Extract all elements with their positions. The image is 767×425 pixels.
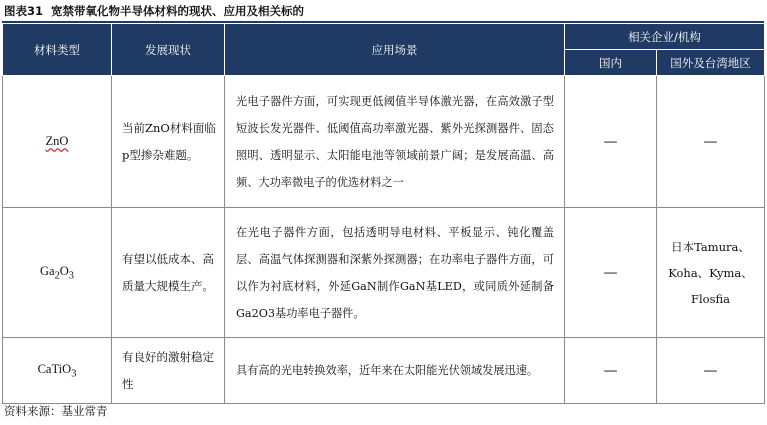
application-cell: 具有高的光电转换效率，近年来在太阳能光伏领域发展迅速。: [225, 338, 565, 404]
header-material-type: 材料类型: [3, 24, 112, 76]
application-cell: 光电子器件方面，可实现更低阈值半导体激光器，在高效激子型短波长发光器件、低阈值高功率激光器、紫外光探测器件、固态照明、透明显示、太阳能电池等领域前景广阔；是发展高温、高频、大功率微电子的优选材料之一: [225, 76, 565, 208]
material-cell: ZnO: [3, 76, 112, 208]
table-row: [3, 338, 765, 404]
caption-title: 宽禁带氧化物半导体材料的现状、应用及相关标的: [51, 4, 305, 18]
material-cell: $Ga_2O_3$: [3, 208, 112, 338]
domestic-cell: —: [565, 208, 657, 338]
domestic-cell: —: [565, 338, 657, 404]
figure-caption: [4, 3, 304, 19]
table-row: [3, 76, 765, 208]
header-domestic: 国内: [565, 50, 657, 76]
source-note: 资料来源：基业常青: [4, 404, 108, 418]
caption-number: 图表31: [4, 4, 44, 18]
table-row: [3, 208, 765, 338]
application-cell: 在光电子器件方面，包括透明导电材料、平板显示、钝化覆盖层、高温气体探测器和深紫外探测器；在功率电子器件方面，可以作为衬底材料，外延GaN制作GaN基LED，或同质外延制备Ga2O3基功率电子器件。: [225, 208, 565, 338]
status-cell: 当前ZnO材料面临p型掺杂难题。: [112, 76, 225, 208]
foreign-cell: [657, 208, 765, 338]
material-cell: CaTiO$_3$: [3, 338, 112, 404]
materials-table: [2, 23, 765, 404]
foreign-cell: —: [657, 76, 765, 208]
foreign-line: Flosfia: [690, 291, 730, 306]
header-status: 发展现状: [112, 24, 225, 76]
header-related: 相关企业/机构: [565, 24, 765, 50]
status-cell: 有望以低成本、高质量大规模生产。: [112, 208, 225, 338]
status-cell: 有良好的激射稳定性: [112, 338, 225, 404]
foreign-line: Koha、Kyma、: [668, 265, 753, 280]
foreign-cell: —: [657, 338, 765, 404]
header-foreign: 国外及台湾地区: [657, 50, 765, 76]
domestic-cell: —: [565, 76, 657, 208]
header-application: 应用场景: [225, 24, 565, 76]
foreign-line: 日本Tamura、: [671, 239, 750, 254]
